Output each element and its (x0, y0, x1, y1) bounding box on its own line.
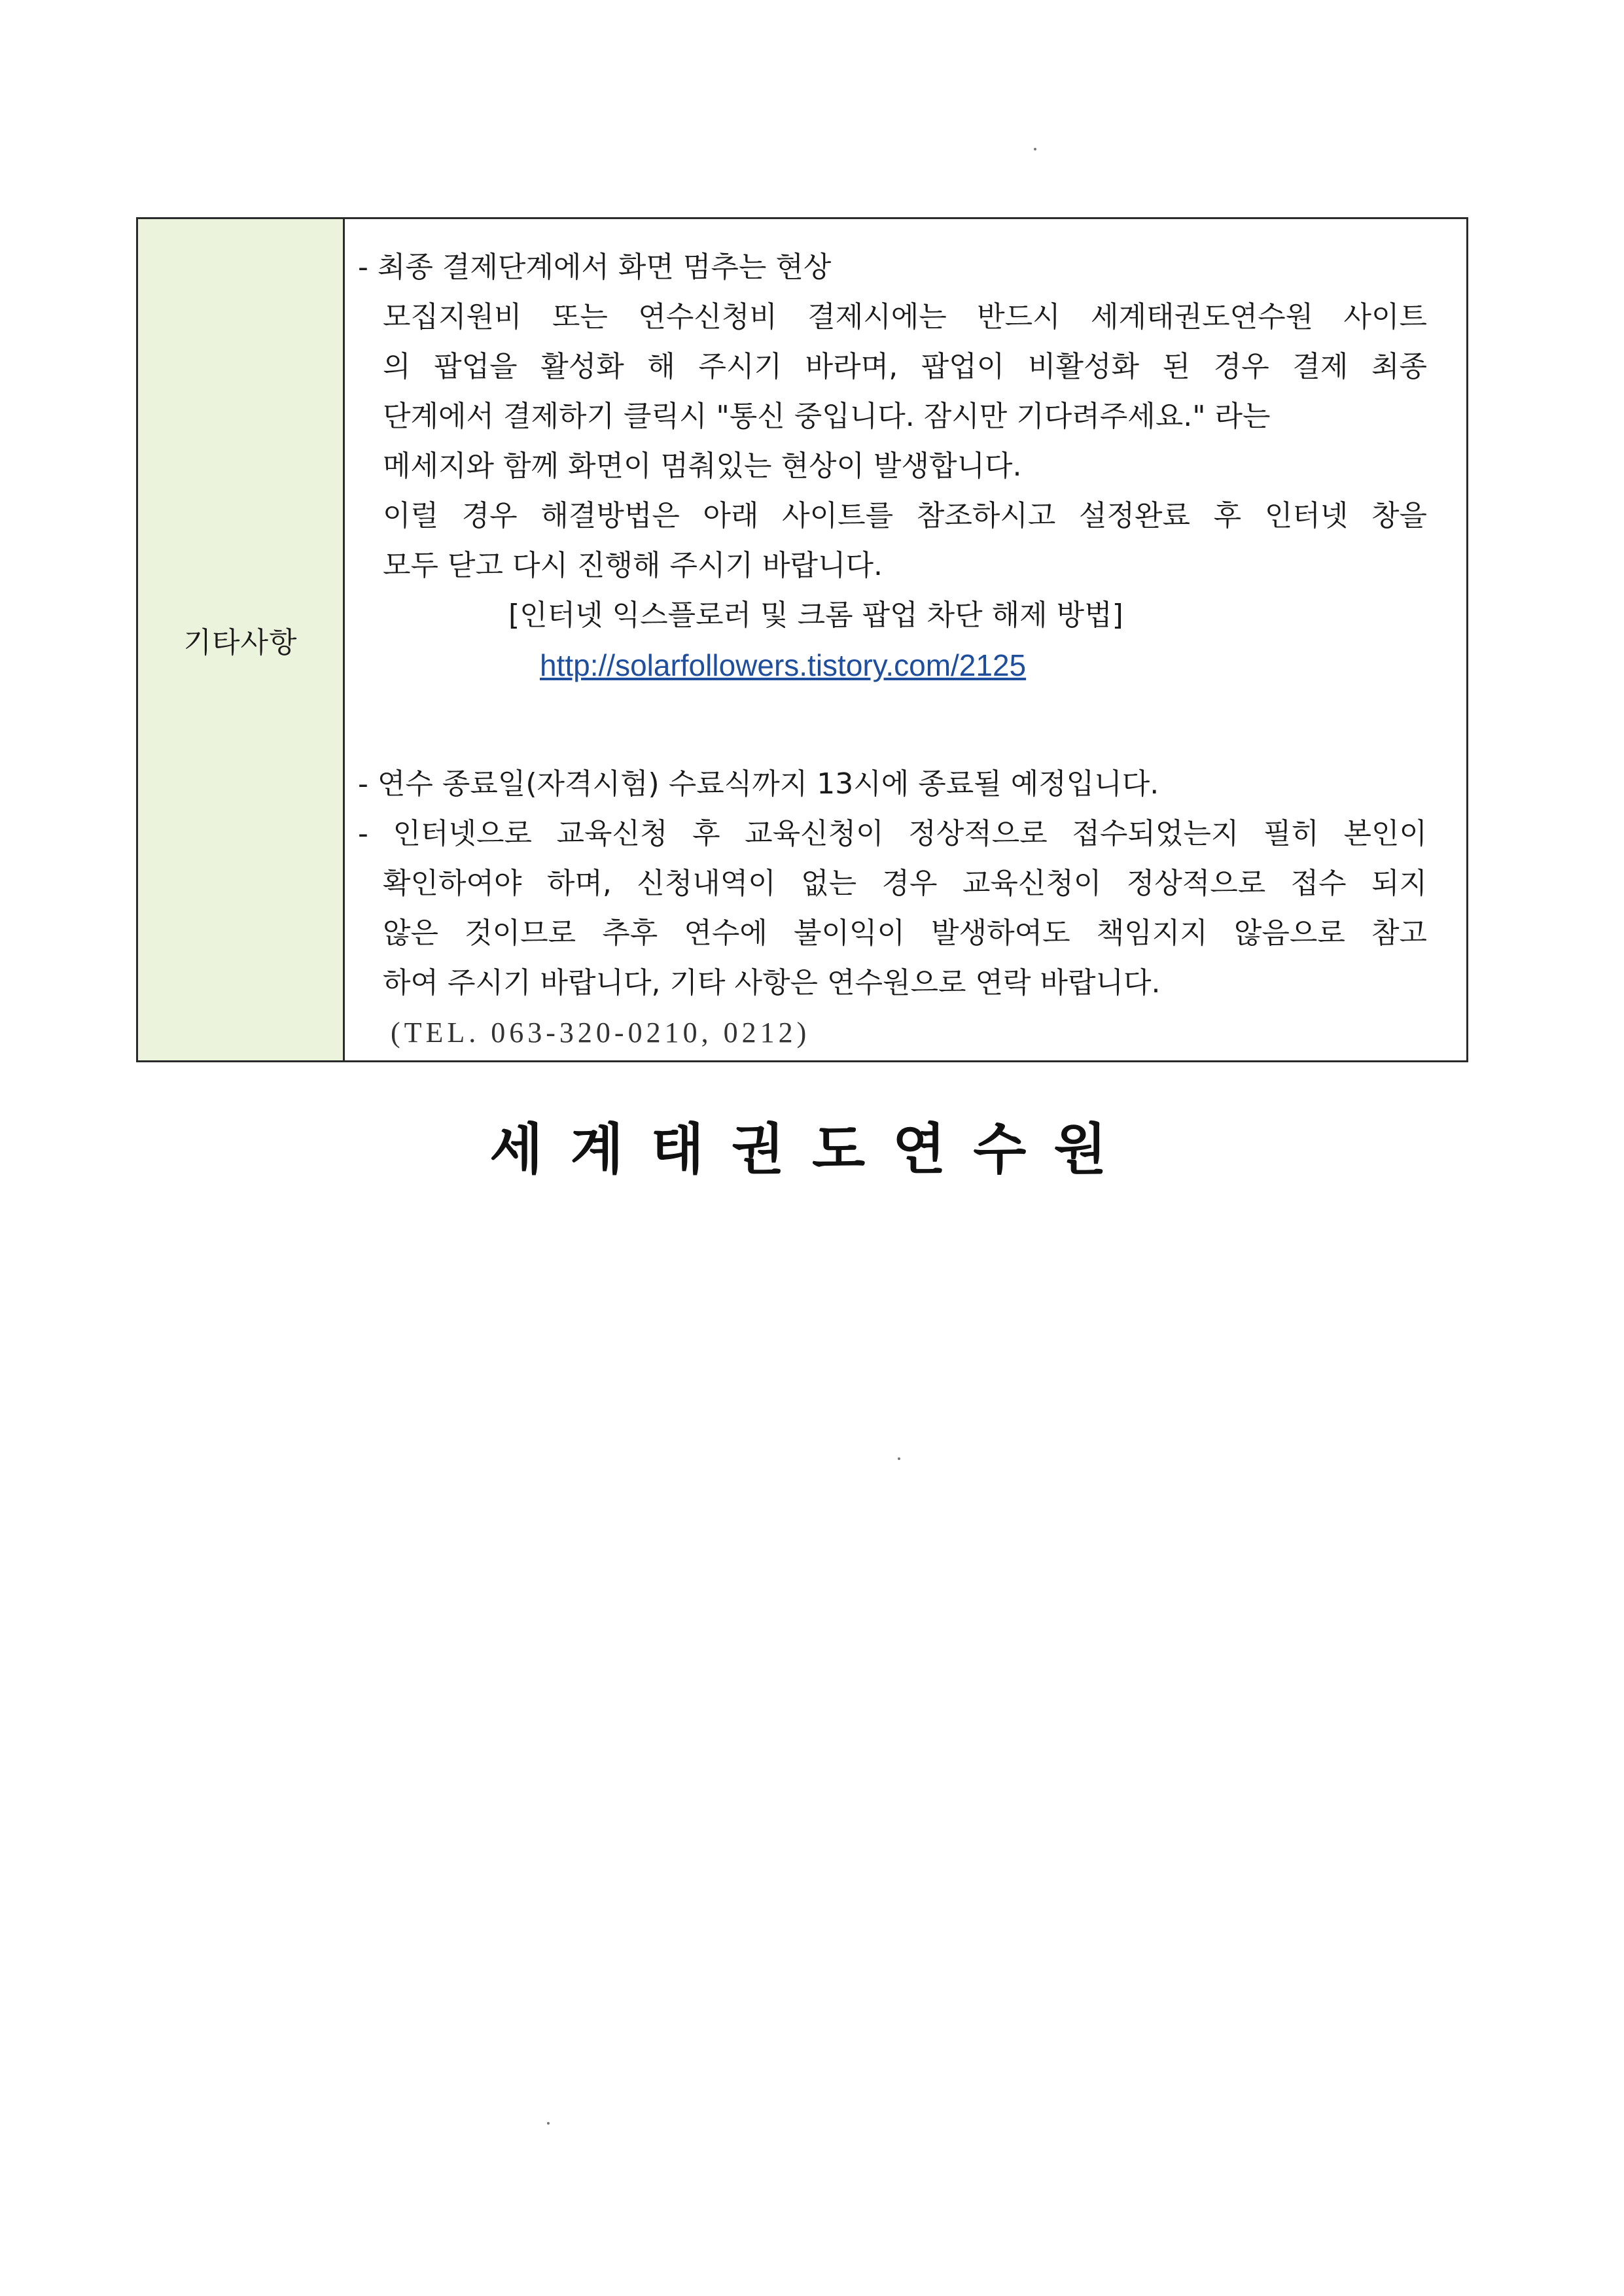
notice-table (136, 217, 1468, 1062)
row-label: 기타사항 (183, 626, 298, 659)
scan-speck (1034, 148, 1036, 150)
body-line: 단계에서 결제하기 클릭시 "통신 중입니다. 잠시만 기다려주세요." 라는 (383, 400, 1271, 433)
bullet-end-date: - 연수 종료일(자격시험) 수료식까지 13시에 종료될 예정입니다. (358, 767, 1159, 801)
body-line: 의 팝업을 활성화 해 주시기 바라며, 팝업이 비활성화 된 경우 결제 최종 (383, 350, 1427, 383)
body-line: 않은 것이므로 추후 연수에 불이익이 발생하여도 책임지지 않음으로 참고 (383, 916, 1427, 950)
body-line: 모두 닫고 다시 진행해 주시기 바랍니다. (383, 549, 883, 582)
body-line: 메세지와 함께 화면이 멈춰있는 현상이 발생합니다. (383, 449, 1022, 483)
row-label-cell (138, 219, 345, 1060)
row-content-cell (345, 219, 1466, 1060)
scan-speck (898, 1457, 900, 1460)
body-line: 확인하여야 하며, 신청내역이 없는 경우 교육신청이 정상적으로 접수 되지 (383, 867, 1427, 900)
body-line: 이럴 경우 해결방법은 아래 사이트를 참조하시고 설정완료 후 인터넷 창을 (383, 499, 1427, 532)
guide-link[interactable]: http://solarfollowers.tistory.com/2125 (540, 648, 1027, 682)
bullet-application-check: - 인터넷으로 교육신청 후 교육신청이 정상적으로 접수되었는지 필히 본인이 (358, 817, 1427, 850)
organization-name: 세계태권도연수원 (489, 1117, 1135, 1181)
body-line: 하여 주시기 바랍니다, 기타 사항은 연수원으로 연락 바랍니다. (383, 966, 1161, 1000)
guide-heading: [인터넷 익스플로러 및 크롬 팝업 차단 해제 방법] (508, 599, 1123, 632)
scan-speck (547, 2122, 550, 2125)
body-line: 모집지원비 또는 연수신청비 결제시에는 반드시 세계태권도연수원 사이트 (383, 300, 1427, 334)
bullet-popup-freeze-title: - 최종 결제단계에서 화면 멈추는 현상 (358, 251, 832, 284)
contact-phone: (TEL. 063-320-0210, 0212) (391, 1017, 811, 1049)
